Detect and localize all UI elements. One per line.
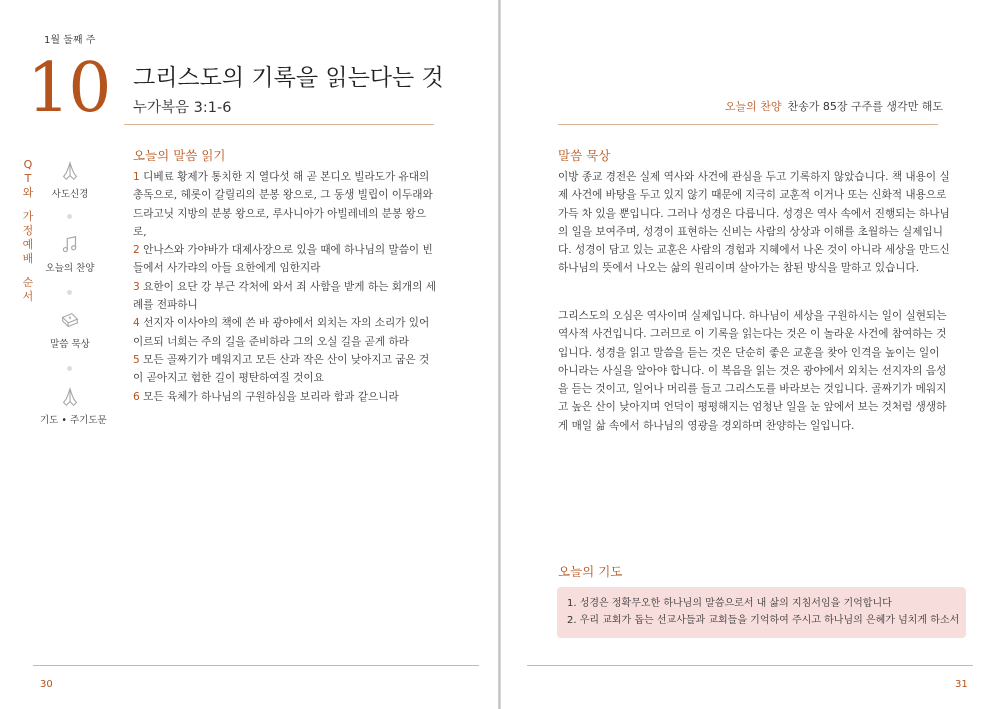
bible-icon	[59, 310, 81, 332]
week-label: 1월 둘째 주	[44, 35, 96, 46]
scripture-verses	[133, 168, 438, 406]
header-divider	[558, 124, 938, 125]
footer-divider	[527, 665, 973, 666]
page-title: 그리스도의 기록을 읽는다는 것	[133, 65, 444, 91]
menu-separator-dot	[67, 290, 72, 295]
praying-hands-icon	[59, 160, 81, 182]
verse: 3 요한이 요단 강 부근 각처에 와서 죄 사함을 받게 하는 회개의 세례를 전파하니	[133, 280, 436, 312]
menu-item-apostles-creed[interactable]: 사도신경	[40, 160, 100, 200]
verse: 6 모든 육체가 하나님의 구원하심을 보리라 함과 같으니라	[133, 390, 399, 403]
day-number: 10	[27, 49, 110, 128]
header-divider	[124, 124, 434, 125]
verse: 2 안나스와 가야바가 대제사장으로 있을 때에 하나님의 말씀이 빈 들에서 사가랴의 아들 요한에게 임한지라	[133, 244, 433, 275]
page-number: 30	[40, 679, 53, 690]
menu-separator-dot	[67, 366, 72, 371]
meditation-paragraph: 그리스도의 오심은 역사이며 실제입니다. 하나님이 세상을 구원하시는 일이 실현되는 역사적 사건입니다. 그러므로 이 기록을 읽는다는 것은 이 놀라운 사건에 참여하는 것입니다. 성경을 읽고 말씀을 듣는 것은 단순히 좋은 교훈을 찾아 인격을 높이는 일이 아니라는 사실을 알아야 합니다. 이 복음을 읽는 것은 광야에서 외치는 선지자의 음성을 듣는 것이고, 일어나 머리를 들고 그리스도를 바라보는 것입니다. 골짜기가 메워지고 높은 산이 낮아지며 언덕이 평평해지는 엄청난 일을 눈 앞에서 보는 것처럼 생생하게 매일 삶 속에서 하나님의 영광을 경외하며 찬양하는 일입니다.	[558, 310, 947, 432]
scripture-reference: 누가복음 3:1-6	[133, 100, 232, 116]
prayer-heading: 오늘의 기도	[558, 564, 623, 579]
menu-item-meditation[interactable]: 말씀 묵상	[40, 310, 100, 350]
running-header	[725, 98, 943, 114]
vertical-label: Q T 와 가 정 예 배 순 서	[22, 158, 34, 303]
verse: 5 모든 골짜기가 메워지고 모든 산과 작은 산이 낮아지고 굽은 것이 곧아지고 험한 길이 평탄하여질 것이요	[133, 353, 430, 385]
prayer-item: 1. 성경은 정확무오한 하나님의 말씀으로서 내 삶의 지침서임을 기억합니다	[567, 598, 892, 609]
prayer-box	[557, 587, 966, 638]
runner-section: 오늘의 찬양	[724, 100, 782, 113]
verse: 1 디베료 황제가 통치한 지 열다섯 해 곧 본디오 빌라도가 유대의 총독으로, 헤롯이 갈릴리의 분봉 왕으로, 그 동생 빌립이 이두래와 드라고닛 지방의 분봉 왕으로, 루사니아가 아빌레네의 분봉 왕으로,	[133, 171, 433, 238]
menu-item-praise[interactable]: 오늘의 찬양	[40, 234, 100, 274]
left-page	[0, 0, 499, 709]
footer-divider	[33, 665, 479, 666]
meditation-heading: 말씀 묵상	[558, 148, 611, 163]
meditation-paragraph: 이방 종교 경전은 실제 역사와 사건에 관심을 두고 기록하지 않았습니다. 책 내용이 실제 사건에 바탕을 두고 있지 않기 때문에 지극히 교훈적 이거나 또는 신화적 내용으로 가득 차 있을 뿐입니다. 그러나 성경은 다릅니다. 성경은 역사 속에서 진행되는 하나님의 일을 보여주며, 성경이 표현하는 신비는 사람의 상상과 이해를 초월하는 실제입니다. 성경이 담고 있는 교훈은 사람의 경험과 지혜에서 나온 것이 아니라 세상을 만드신 하나님의 뜻에서 나오는 삶의 원리이며 살아가는 참된 방식을 말하고 있습니다.	[558, 171, 950, 275]
right-page	[501, 0, 1000, 709]
prayer-item: 2. 우리 교회가 돕는 선교사들과 교회들을 기억하여 주시고 하나님의 은혜가 넘치게 하소서	[567, 615, 960, 626]
music-note-icon	[59, 234, 81, 256]
verse: 4 선지자 이사야의 책에 쓴 바 광야에서 외치는 자의 소리가 있어 이르되 너희는 주의 길을 준비하라 그의 오실 길을 곧게 하라	[133, 317, 430, 348]
menu-item-prayer[interactable]: 기도 • 주기도문	[40, 386, 100, 426]
reading-heading: 오늘의 말씀 읽기	[133, 148, 226, 163]
page-number: 31	[955, 679, 968, 690]
runner-hymn: 찬송가 85장 구주를 생각만 해도	[787, 100, 943, 113]
praying-hands-icon	[59, 386, 81, 408]
menu-separator-dot	[67, 214, 72, 219]
